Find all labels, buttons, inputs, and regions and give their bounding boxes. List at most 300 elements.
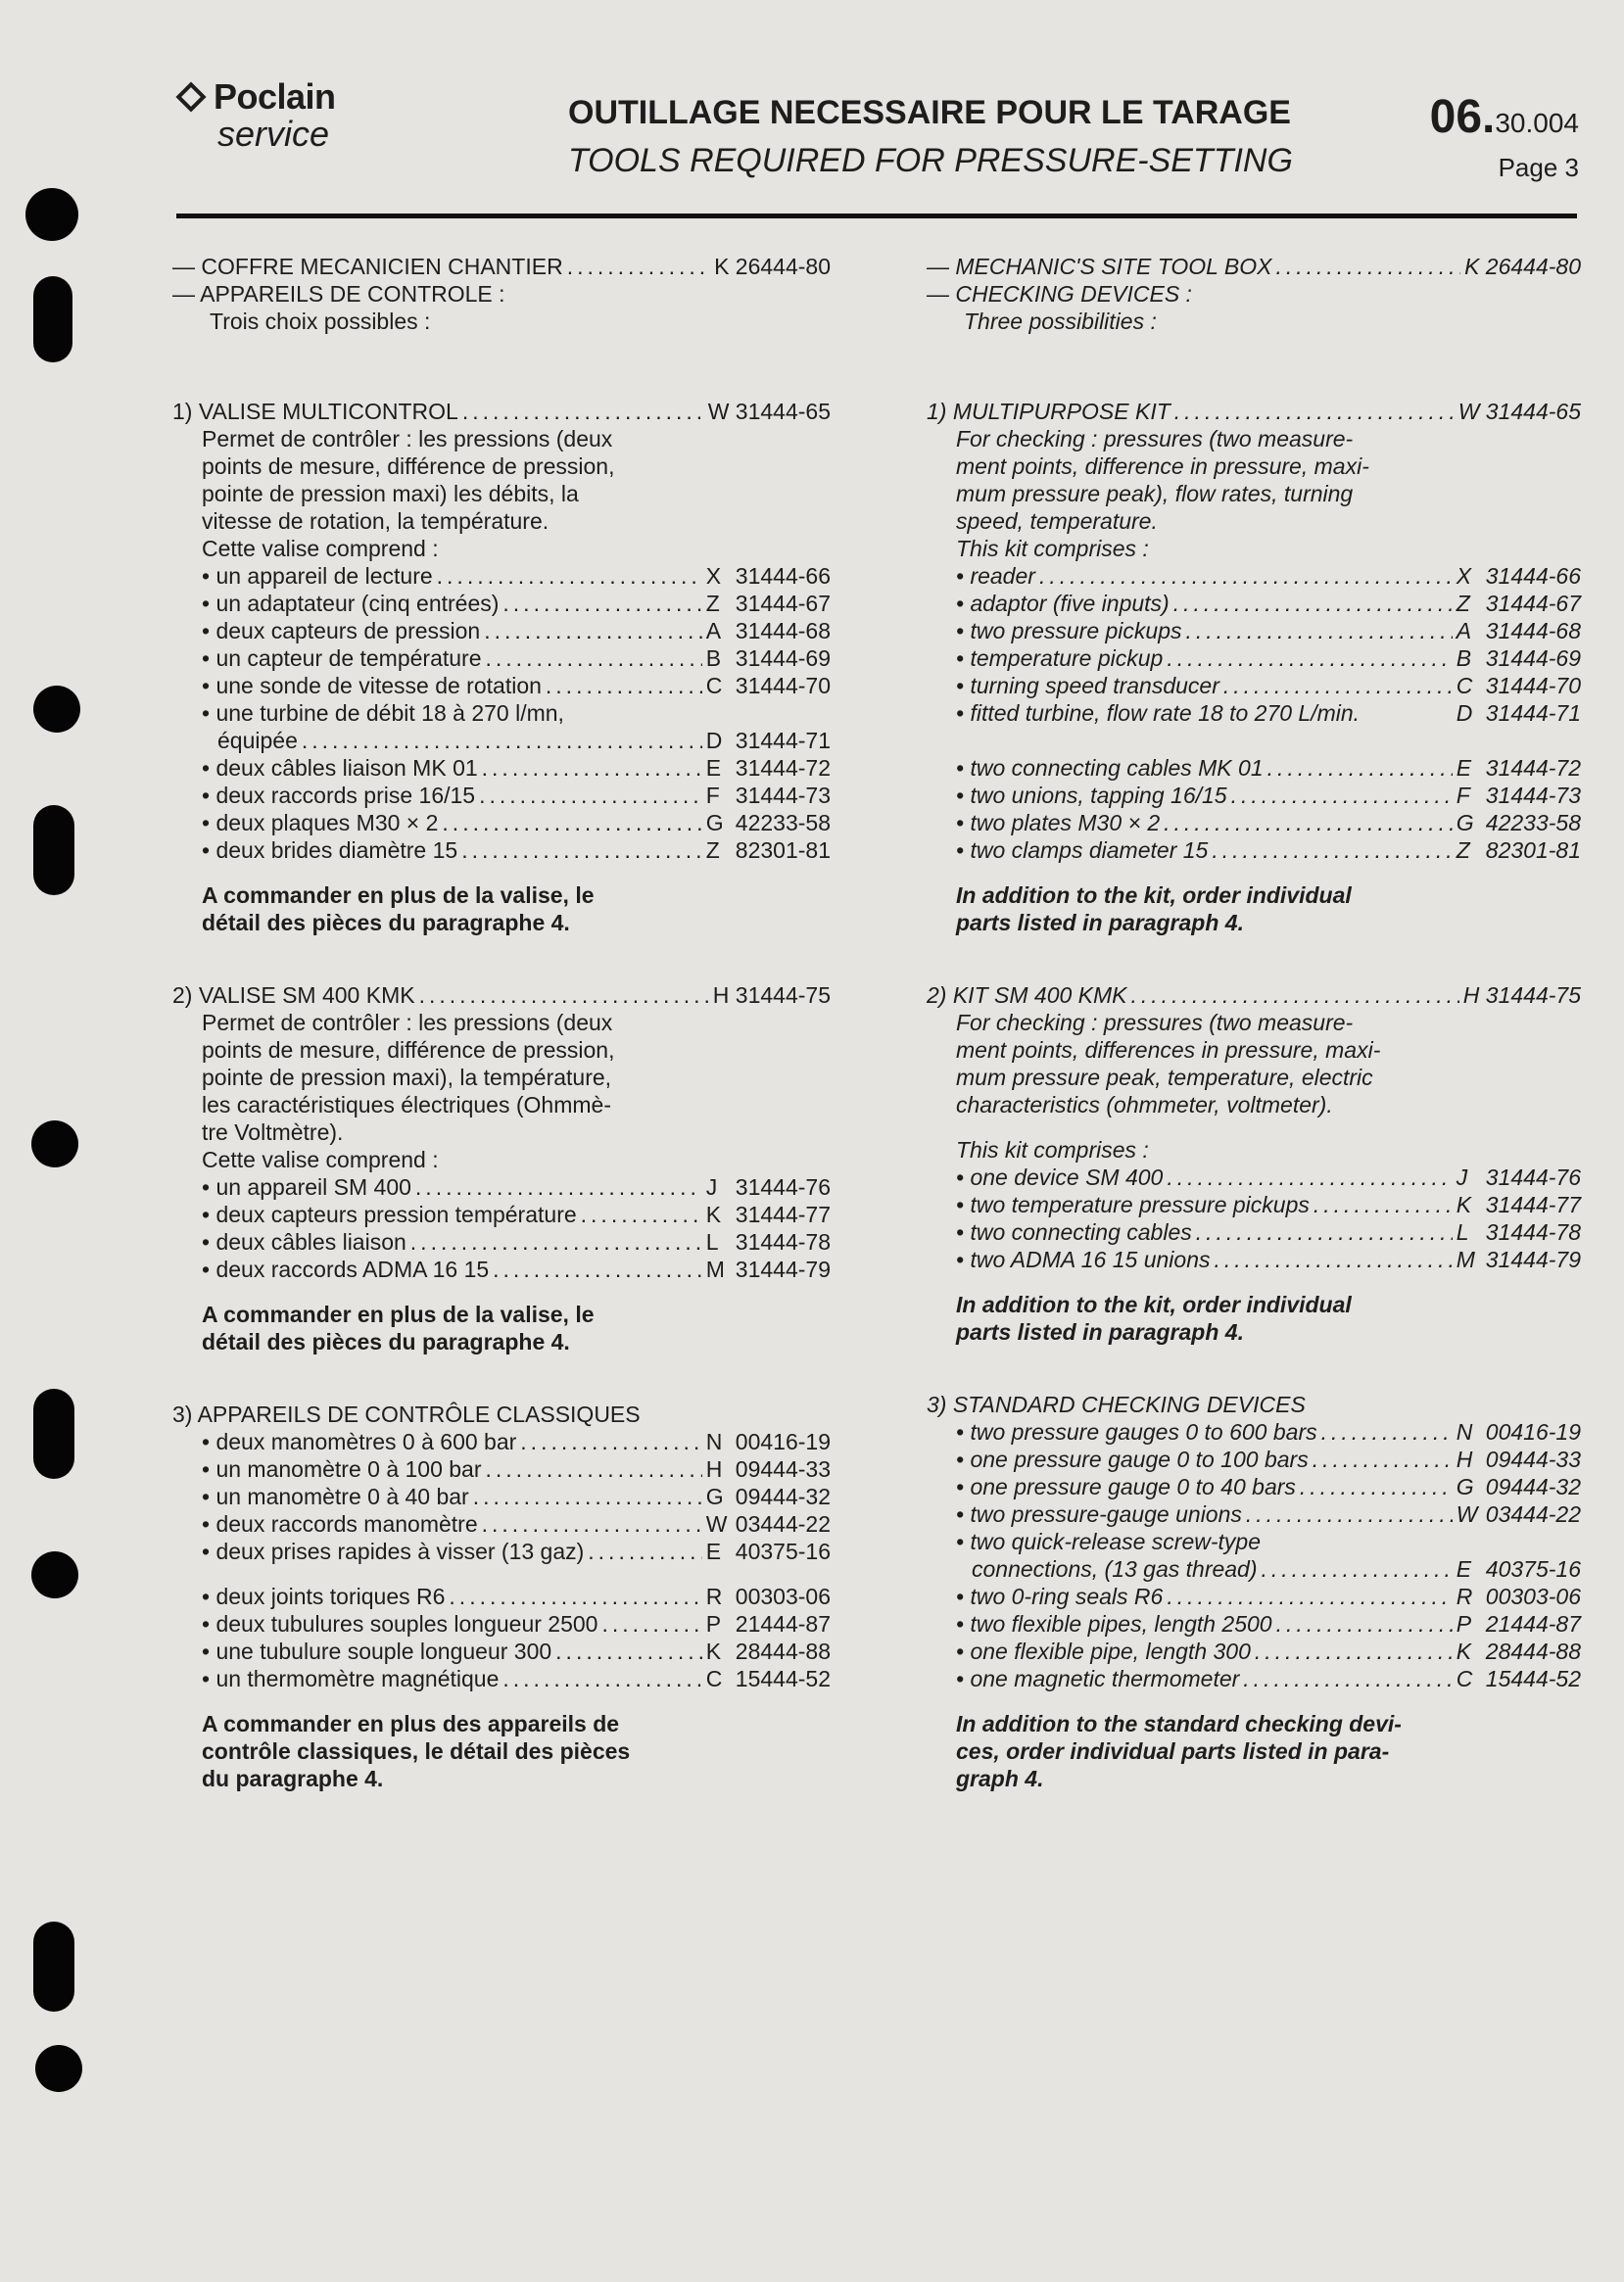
item-code [1457,836,1581,864]
item-number: 31444-78 [735,1229,831,1255]
description-line: Permet de contrôler : les pressions (deux [202,426,613,452]
item-name: • two temperature pressure pickups [956,1192,1310,1217]
tool-item [172,1538,831,1565]
tool-item [172,1665,831,1692]
item-letter: E [705,755,722,781]
item-number: 42233-58 [735,810,831,835]
order-note: In addition to the standard checking devi- [956,1711,1402,1736]
item-name: connections, (13 gas thread) [972,1556,1258,1582]
tool-item [172,836,831,864]
description-line: mum pressure peak, temperature, electric [956,1065,1373,1090]
dot-leader [601,1610,701,1638]
description-line: pointe de pression maxi), la température, [202,1065,612,1090]
tool-item [927,1473,1581,1500]
intro-line: Trois choix possibles : [210,309,431,334]
item-name: • deux raccords manomètre [202,1511,478,1537]
item-letter: J [1456,1165,1468,1190]
item-name: • deux câbles liaison [202,1229,406,1255]
dot-leader [1214,1246,1452,1273]
item-number: 03444-22 [735,1511,831,1537]
description-line: This kit comprises : [956,536,1149,561]
description-line: ment points, difference in pressure, maxi- [956,453,1369,479]
spacer [927,1118,1581,1136]
tool-item [172,1256,831,1283]
tool-item [172,1173,831,1201]
item-letter: G [705,1484,724,1509]
item-letter: C [705,673,723,698]
tool-item [927,590,1581,617]
order-note: A commander en plus des appareils de [202,1711,620,1736]
dot-leader [588,1538,702,1565]
item-code [706,1201,831,1228]
item-number: 82301-81 [735,837,831,863]
item-name: • two flexible pipes, length 2500 [956,1611,1272,1637]
dot-leader [473,1483,702,1510]
dot-leader [461,836,702,864]
item-code [706,1638,831,1665]
tool-item [172,1638,831,1665]
dot-leader [1246,1500,1453,1528]
tool-item [927,754,1581,782]
document-number: 06.30.004 [1429,91,1579,143]
item-letter: K [705,1202,722,1227]
item-name: • temperature pickup [956,645,1164,671]
dot-leader [1314,1191,1453,1218]
dot-leader [484,617,702,644]
item-name: • deux joints toriques R6 [202,1584,446,1609]
brand-logo [176,76,336,155]
item-letter: B [1456,645,1472,671]
tool-item [927,1555,1581,1583]
item-code [1457,1665,1581,1692]
item-letter: G [1456,810,1474,835]
item-name: • two ADMA 16 15 unions [956,1247,1211,1272]
brand-name: Poclain [214,76,336,117]
item-letter: L [705,1229,719,1255]
section-heading [172,981,831,1009]
item-letter: G [705,810,724,835]
item-number: 21444-87 [735,1611,831,1637]
tool-item [927,836,1581,864]
description-line: points de mesure, différence de pression, [202,453,615,479]
item-line [927,727,1581,754]
tool-item [172,562,831,590]
item-number: 28444-88 [735,1639,831,1664]
item-letter: C [1456,1666,1473,1691]
item-code [706,1510,831,1538]
tool-item [927,1418,1581,1446]
section-heading [927,253,1581,280]
item-number: 00303-06 [735,1584,831,1609]
item-name: • deux câbles liaison MK 01 [202,755,478,781]
item-name: équipée [217,728,298,753]
item-name: • two pressure gauges 0 to 600 bars [956,1419,1317,1445]
item-code [706,836,831,864]
dot-leader [1321,1418,1453,1446]
item-code [1457,1418,1581,1446]
tool-item [172,809,831,836]
dot-leader [546,672,702,699]
english-column [927,253,1581,1792]
tool-item [172,1228,831,1256]
item-name: • two plates M30 × 2 [956,810,1161,835]
item-number: 03444-22 [1485,1501,1581,1527]
description-line: Permet de contrôler : les pressions (deux [202,1010,613,1035]
item-number: 09444-32 [1485,1474,1581,1499]
tool-item [927,1446,1581,1473]
item-name: • reader [956,563,1035,589]
section-heading [172,398,831,425]
spacer [927,380,1581,398]
description-line: mum pressure peak), flow rates, turning [956,481,1354,506]
binder-slot [33,1389,74,1479]
heading-name: — MECHANIC'S SITE TOOL BOX [927,254,1272,279]
item-name: • adaptor (five inputs) [956,591,1170,616]
dot-leader [581,1201,702,1228]
spacer [172,1355,831,1401]
tool-item [172,644,831,672]
dot-leader [1167,644,1452,672]
spacer [927,1692,1581,1710]
item-name: • fitted turbine, flow rate 18 to 270 L/min. [956,700,1361,726]
item-code [1457,1555,1581,1583]
item-number: 21444-87 [1485,1611,1581,1637]
binder-slot [33,805,74,895]
item-code [706,809,831,836]
description-line: tre Voltmètre). [202,1119,344,1145]
tool-item [172,1201,831,1228]
dot-leader [1231,782,1453,809]
item-letter: Z [1456,837,1470,863]
tool-item [927,1191,1581,1218]
item-number: 31444-67 [735,591,831,616]
tool-item [927,617,1581,644]
dot-leader [1174,398,1455,425]
order-note: contrôle classiques, le détail des pièces [202,1738,631,1764]
dot-leader [555,1638,702,1665]
item-letter: R [1456,1584,1473,1609]
item-number: 09444-33 [1485,1447,1581,1472]
intro-line: — APPAREILS DE CONTROLE : [172,281,505,307]
item-number: 42233-58 [1485,810,1581,835]
item-number: 82301-81 [1485,837,1581,863]
dot-leader [1173,590,1453,617]
item-number: 31444-66 [1485,563,1581,589]
item-letter: R [705,1584,723,1609]
item-number: 31444-71 [735,728,831,753]
item-letter: H [705,1456,723,1482]
dot-leader [502,1665,701,1692]
dot-leader [1300,1473,1453,1500]
brand-subtitle: service [217,114,330,154]
page-number: Page 3 [1498,153,1579,182]
binder-hole [31,1551,78,1598]
order-note: parts listed in paragraph 4. [956,910,1244,935]
item-letter: H [1456,1447,1473,1472]
item-code [1457,1610,1581,1638]
item-number: 31444-69 [735,645,831,671]
tool-item [927,1638,1581,1665]
item-name: • one pressure gauge 0 to 100 bars [956,1447,1309,1472]
section-heading: 3) STANDARD CHECKING DEVICES [927,1392,1306,1417]
item-code [1457,699,1581,727]
item-code [1457,617,1581,644]
item-code [1457,644,1581,672]
tool-item [927,1500,1581,1528]
item-number: 31444-70 [735,673,831,698]
dot-leader [1167,1164,1452,1191]
item-number: 31444-79 [735,1257,831,1282]
item-code [706,1610,831,1638]
heading-code: H 31444-75 [712,982,831,1008]
item-code [1457,590,1581,617]
item-code [706,1583,831,1610]
item-code [1457,782,1581,809]
item-number: 15444-52 [735,1666,831,1691]
item-name: • two 0-ring seals R6 [956,1584,1164,1609]
item-name: • deux tubulures souples longueur 2500 [202,1611,598,1637]
description-line: characteristics (ohmmeter, voltmeter). [956,1092,1333,1117]
item-letter: M [1456,1247,1475,1272]
item-number: 31444-77 [1485,1192,1581,1217]
tool-item [172,727,831,754]
item-code [706,754,831,782]
description-line: Cette valise comprend : [202,536,439,561]
diamond-logo-icon [175,81,206,112]
item-name: • un appareil SM 400 [202,1174,411,1200]
item-name: • two unions, tapping 16/15 [956,783,1227,808]
item-code [706,1538,831,1565]
item-name: • un adaptateur (cinq entrées) [202,591,500,616]
dot-leader [1276,1610,1453,1638]
item-letter: B [705,645,722,671]
item-letter: G [1456,1474,1474,1499]
heading-code: W 31444-65 [707,399,831,424]
item-number: 31444-68 [735,618,831,643]
item-name: • deux prises rapides à visser (13 gaz) [202,1539,585,1564]
item-letter: N [1456,1419,1473,1445]
item-letter: F [705,783,720,808]
item-number: 31444-69 [1485,645,1581,671]
item-number: 31444-76 [1485,1165,1581,1190]
item-number: 40375-16 [1485,1556,1581,1582]
item-letter: W [705,1511,728,1537]
item-code [1457,1638,1581,1665]
item-code [1457,1191,1581,1218]
item-letter: E [705,1539,722,1564]
binder-hole [35,2045,82,2092]
item-code [1457,1164,1581,1191]
item-number: 31444-72 [735,755,831,781]
binder-slot [33,1922,74,2012]
binder-hole [25,188,78,241]
intro-line: — CHECKING DEVICES : [927,281,1192,307]
item-number: 40375-16 [735,1539,831,1564]
description-line: ment points, differences in pressure, maxi- [956,1037,1381,1063]
item-letter: K [1456,1192,1472,1217]
heading-name: 1) VALISE MULTICONTROL [172,399,458,424]
item-code [706,617,831,644]
binder-hole [31,1120,78,1167]
tool-item [927,1218,1581,1246]
tool-item [172,782,831,809]
item-code [706,672,831,699]
item-name: • une sonde de vitesse de rotation [202,673,542,698]
dot-leader [442,809,701,836]
item-code [706,1665,831,1692]
item-name: • two pressure pickups [956,618,1182,643]
item-code [706,644,831,672]
item-letter: X [1456,563,1472,589]
item-name: • deux capteurs de pression [202,618,481,643]
dot-leader [302,727,702,754]
description-line: points de mesure, différence de pression, [202,1037,615,1063]
item-letter: P [1456,1611,1472,1637]
spacer [927,335,1581,380]
item-name: • two connecting cables [956,1219,1192,1245]
tool-item [927,1665,1581,1692]
tool-item [927,562,1581,590]
item-number: 31444-78 [1485,1219,1581,1245]
dot-leader [419,981,709,1009]
item-letter: C [705,1666,723,1691]
item-number: 31444-72 [1485,755,1581,781]
tool-item [927,1246,1581,1273]
binder-hole [33,686,80,733]
heading-name: 1) MULTIPURPOSE KIT [927,399,1170,424]
dot-leader [520,1428,702,1455]
item-letter: K [1456,1639,1472,1664]
heading-code: K 26444-80 [1464,254,1581,279]
tool-item [172,1610,831,1638]
spacer [927,1346,1581,1391]
item-letter: P [705,1611,722,1637]
item-letter: N [705,1429,723,1454]
spacer [927,1273,1581,1291]
item-code [1457,1246,1581,1273]
item-code [706,1428,831,1455]
dot-leader [1164,809,1453,836]
heading-code: K 26444-80 [714,254,831,279]
page-title-en: TOOLS REQUIRED FOR PRESSURE-SETTING [568,142,1293,179]
tool-item [927,1164,1581,1191]
spacer [172,1565,831,1583]
description-line: For checking : pressures (two measure- [956,426,1354,452]
tool-item [927,672,1581,699]
spacer [172,380,831,398]
dot-leader [1039,562,1453,590]
item-code [706,1455,831,1483]
item-name: • one device SM 400 [956,1165,1164,1190]
description-line: speed, temperature. [956,508,1158,534]
item-letter: L [1456,1219,1469,1245]
item-number: 31444-76 [735,1174,831,1200]
section-heading [927,398,1581,425]
item-letter: C [1456,673,1473,698]
dot-leader [1262,1555,1453,1583]
item-name: • un appareil de lecture [202,563,433,589]
dot-leader [482,754,702,782]
dot-leader [1131,981,1459,1009]
item-number: 31444-67 [1485,591,1581,616]
item-code [1457,754,1581,782]
item-name: • one pressure gauge 0 to 40 bars [956,1474,1296,1499]
item-code [1457,562,1581,590]
intro-line: Three possibilities : [964,309,1157,334]
dot-leader [1223,672,1453,699]
tool-item [927,809,1581,836]
dot-leader [415,1173,702,1201]
item-letter: Z [1456,591,1470,616]
spacer [927,936,1581,981]
dot-leader [482,1510,702,1538]
description-line: pointe de pression maxi) les débits, la [202,481,579,506]
item-name: • one magnetic thermometer [956,1666,1240,1691]
tool-item [172,754,831,782]
item-name: • two connecting cables MK 01 [956,755,1264,781]
item-number: 31444-68 [1485,618,1581,643]
item-letter: F [1456,783,1470,808]
item-code [1457,672,1581,699]
item-letter: X [705,563,722,589]
spacer [172,936,831,981]
item-number: 00416-19 [1485,1419,1581,1445]
item-name: • un thermomètre magnétique [202,1666,500,1691]
binder-slot [33,276,72,362]
dot-leader [1313,1446,1453,1473]
spacer [172,335,831,380]
item-code [706,1228,831,1256]
tool-item [172,1455,831,1483]
item-letter: W [1456,1501,1478,1527]
item-name: • turning speed transducer [956,673,1219,698]
spacer [172,1283,831,1301]
tool-item [172,1510,831,1538]
item-name: • one flexible pipe, length 300 [956,1639,1251,1664]
item-code [1457,1473,1581,1500]
dot-leader [437,562,702,590]
item-line: • une turbine de débit 18 à 270 l/mn, [202,700,564,726]
description-line: For checking : pressures (two measure- [956,1010,1354,1035]
dot-leader [486,644,702,672]
heading-code: H 31444-75 [1462,982,1581,1008]
dot-leader [410,1228,702,1256]
item-number: 28444-88 [1485,1639,1581,1664]
item-code [706,590,831,617]
tool-item [927,1610,1581,1638]
item-code [1457,809,1581,836]
heading-name: 2) KIT SM 400 KMK [927,982,1127,1008]
item-number: 15444-52 [1485,1666,1581,1691]
dot-leader [1255,1638,1453,1665]
item-name: • un manomètre 0 à 100 bar [202,1456,482,1482]
item-name: • deux raccords ADMA 16 15 [202,1257,490,1282]
item-code [706,727,831,754]
order-note: ces, order individual parts listed in para- [956,1738,1390,1764]
item-number: 31444-73 [735,783,831,808]
header-rule [176,214,1577,218]
dot-leader [502,590,701,617]
dot-leader [462,398,704,425]
spacer [172,864,831,881]
dot-leader [1212,836,1452,864]
item-number: 31444-79 [1485,1247,1581,1272]
item-name: • deux plaques M30 × 2 [202,810,439,835]
order-note: graph 4. [956,1766,1044,1791]
item-code [706,1256,831,1283]
tool-item [927,782,1581,809]
item-code [706,1173,831,1201]
